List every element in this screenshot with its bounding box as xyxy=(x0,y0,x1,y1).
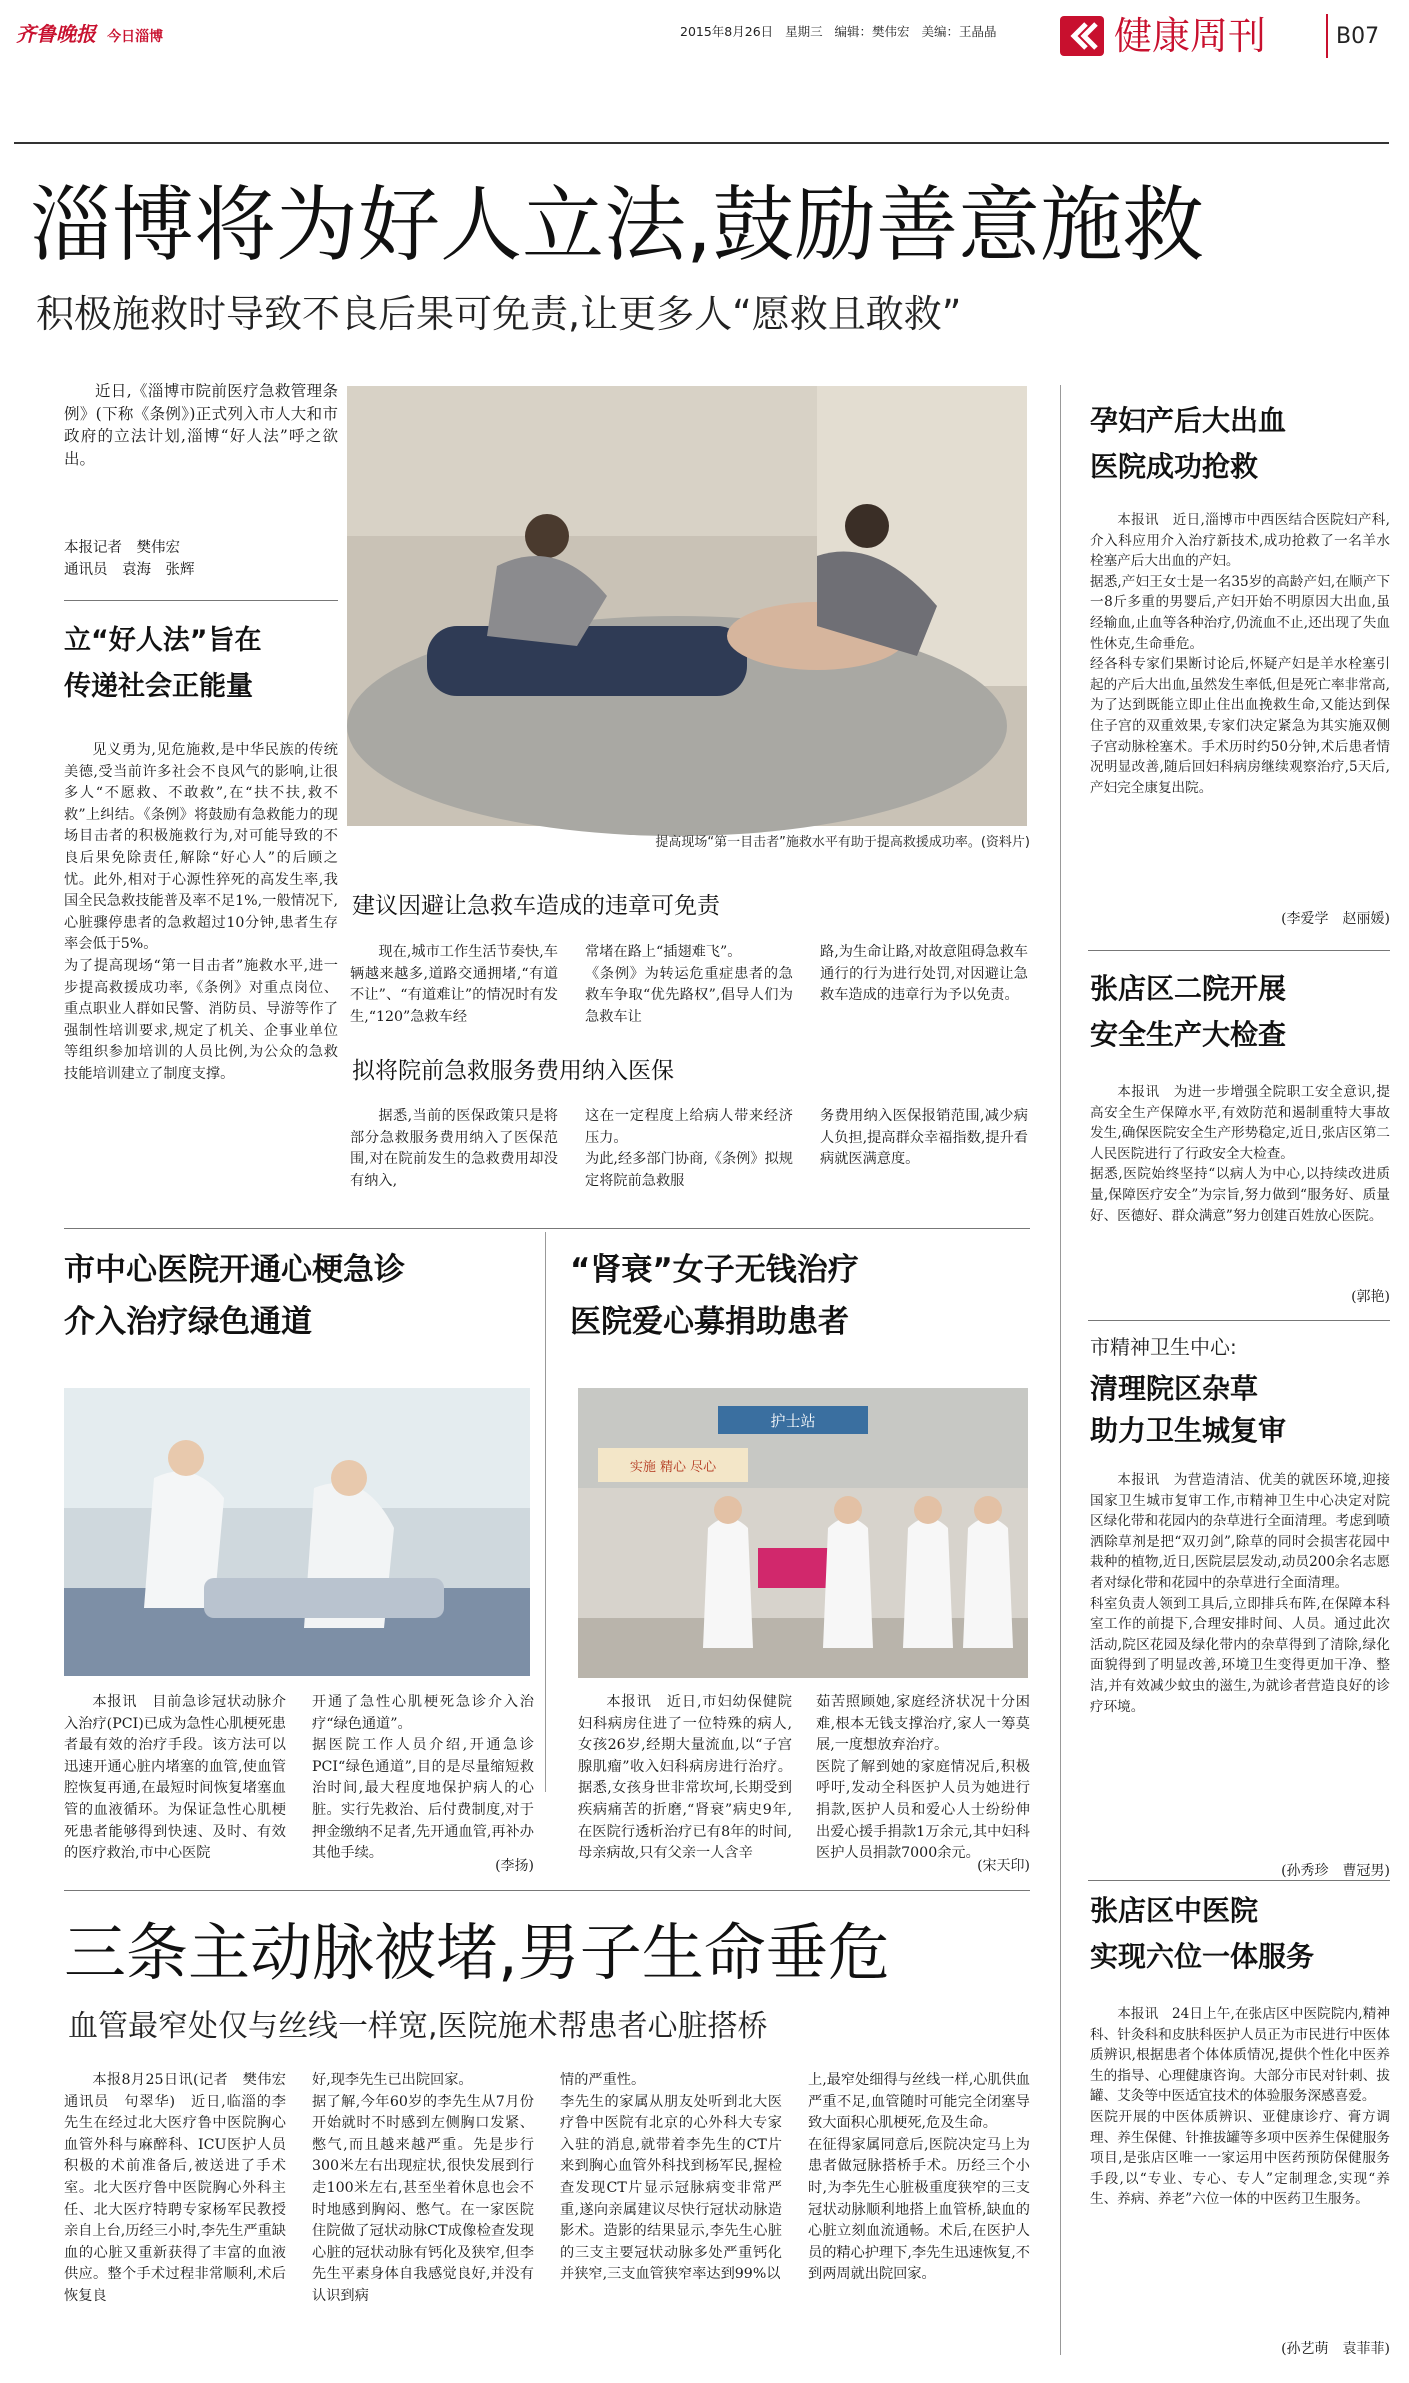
byline-correspondent: 通讯员 袁海 张辉 xyxy=(64,562,195,578)
section-title: 健康周刊 xyxy=(1114,14,1267,58)
article4-subheadline: 血管最窄处仅与丝线一样宽,医院施术帮患者心脏搭桥 xyxy=(68,2009,768,2044)
article3-col1: 本报讯 近日,市妇幼保健院妇科病房住进了一位特殊的病人,女孩26岁,经期大量流血,以“子宫腺肌瘤”收入妇科病房进行治疗。据悉,女孩身世非常坎坷,长期受到疾病痛苦的折磨,“肾衰”病史9年,在医院行透析治疗已有8年的时间,母亲病故,只有父亲一人含辛 xyxy=(578,1694,792,1862)
article4-headline: 三条主动脉被堵,男子生命垂危 xyxy=(64,1916,890,1989)
main-photo-caption: 提高现场“第一目击者”施救水平有助于提高救援成功率。(资料片) xyxy=(655,835,1030,850)
byline-reporter: 本报记者 樊伟宏 xyxy=(64,540,180,556)
side3-kicker: 市精神卫生中心: xyxy=(1090,1335,1237,1359)
lead-subheadline: 积极施救时导致不良后果可免责,让更多人“愿救且敢救” xyxy=(36,292,962,336)
article3-title: “肾衰”女子无钱治疗 医院爱心募捐助患者 xyxy=(570,1252,859,1340)
side1-body: 本报讯 近日,淄博市中西医结合医院妇产科,介入科应用介入治疗新技术,成功抢救了一名羊水栓塞产后大出血的产妇。 据悉,产妇王女士是一名35岁的高龄产妇,在顺产下一8斤多重的男婴后,产妇开始不明原因大出血,虽经输血,止血等各种治疗,仍流血不止,还出现了失血性休克,生命垂危。 经各科专家们果断讨论后,怀疑产妇是羊水栓塞引起的产后大出血,虽然发生率低,但是死亡率非常高,为了达到既能立即止住出血挽救生命,又能达到保住子宫的双重效果,专家们决定紧急为其实施双侧子宫动脉栓塞术。手术历时约50分钟,术后患者情况明显改善,随后回妇科病房继续观察治疗,5天后,产妇完全康复出院。 xyxy=(1090,512,1390,796)
main-photo xyxy=(347,386,1027,826)
side4-title: 张店区中医院 实现六位一体服务 xyxy=(1090,1894,1315,1973)
side3-credit: (孙秀珍 曹冠男) xyxy=(1281,1863,1390,1879)
cardio-photo xyxy=(64,1388,530,1676)
article4-col1: 本报8月25日讯(记者 樊伟宏 通讯员 句翠华) 近日,临淄的李先生在经过北大医疗鲁中医院胸心血管外科与麻醉科、ICU医护人员积极的术前准备后,被送进了手术室。北大医疗鲁中医院胸心外科主任、北大医疗特聘专家杨军民教授亲自上台,历经三小时,李先生严重缺血的心脏又重新获得了丰富的血液供应。整个手术过程非常顺利,术后恢复良 xyxy=(64,2072,301,2304)
masthead xyxy=(0,0,1409,72)
article4-col4: 上,最窄处细得与丝线一样,心肌供血严重不足,血管随时可能完全闭塞导致大面积心肌梗死,危及生命。 在征得家属同意后,医院决定马上为患者做冠脉搭桥手术。历经三个小时,为李先生心脏极重度狭窄的三支冠状动脉顺利地搭上血管桥,缺血的心脏立刻血流通畅。术后,在医护人员的精心护理下,李先生迅速恢复,不到两周就出院回家。 xyxy=(808,2072,1030,2283)
wall-banner-text: 实施 精心 尽心 xyxy=(629,1460,717,1475)
edition-name: 今日淄博 xyxy=(107,29,164,45)
lead-intro: 近日,《淄博市院前医疗急救管理条例》(下称《条例》)正式列入市人大和市政府的立法计划,淄博“好人法”呼之欲出。 xyxy=(64,382,338,468)
side4-body: 本报讯 24日上午,在张店区中医院院内,精神科、针灸科和皮肤科医护人员正为市民进行中医体质辨识,根据患者个体体质情况,提供个性化中医养生的指导、心理健康咨询。大部分市民对针刺、拔罐、艾灸等中医适宜技术的体验服务深感喜爱。 医院开展的中医体质辨识、亚健康诊疗、膏方调理、养生保健、针推拔罐等多项中医养生保健服务项目,是张店区唯一一家运用中医药预防保健服务手段,以“专业、专心、专人”定制理念,实现“养生、养病、养老”六位一体的中医药卫生服务。 xyxy=(1090,2006,1390,2208)
side2-credit: (郭艳) xyxy=(1351,1289,1390,1305)
paper-name: 齐鲁晚报 xyxy=(16,22,96,46)
side3-body: 本报讯 为营造清洁、优美的就医环境,迎接国家卫生城市复审工作,市精神卫生中心决定对院区绿化带和花园内的杂草进行全面清理。考虑到喷洒除草剂是把“双刃剑”,除草的同时会损害花园中栽种的植物,近日,医院层层发动,动员200余名志愿者对绿化带和花园中的杂草进行全面清理。 科室负责人领到工具后,立即排兵布阵,在保障本科室工作的前提下,合理安排时间、人员。通过此次活动,院区花园及绿化带内的杂草得到了清除,绿化面貌得到了明显改善,环境卫生变得更加干净、整洁,并有效减少蚊虫的滋生,为就诊者营造良好的诊疗环境。 xyxy=(1090,1472,1390,1715)
side3-title: 清理院区杂草 助力卫生城复审 xyxy=(1090,1372,1287,1447)
lead-sub2-col1: 现在,城市工作生活节奏快,车辆越来越多,道路交通拥堵,“有道不让”、“有道难让”的情况时有发生,“120”急救车经 xyxy=(350,944,558,1025)
article4-col2: 好,现李先生已出院回家。 据了解,今年60岁的李先生从7月份开始就时不时感到左侧胸口发紧、憋气,而且越来越严重。先是步行300米左右出现症状,很快发展到行走100米左右,甚至坐着休息也会不时地感到胸闷、憋气。在一家医院住院做了冠状动脉CT成像检查发现心脏的冠状动脉有钙化及狭窄,但李先生平素身体自我感觉良好,并没有认识到病 xyxy=(312,2072,534,2304)
lead-sub3-title: 拟将院前急救服务费用纳入医保 xyxy=(352,1058,674,1084)
editor-credit: 编辑：樊伟宏 xyxy=(834,24,910,39)
page-number: B07 xyxy=(1336,24,1380,49)
side2-title: 张店区二院开展 安全生产大检查 xyxy=(1090,972,1287,1051)
lead-sub3-col3: 务费用纳入医保报销范围,减少病人负担,提高群众幸福指数,提升看病就医满意度。 xyxy=(820,1108,1028,1168)
article2-title: 市中心医院开通心梗急诊 介入治疗绿色通道 xyxy=(64,1252,405,1340)
masthead-info xyxy=(680,22,1060,44)
side4-credit: (孙艺萌 袁菲菲) xyxy=(1281,2341,1390,2357)
side1-credit: (李爱学 赵丽媛) xyxy=(1281,911,1390,927)
article3-credit: (宋天印) xyxy=(977,1858,1030,1874)
article2-credit: (李扬) xyxy=(495,1858,534,1874)
side1-title: 孕妇产后大出血 医院成功抢救 xyxy=(1090,404,1287,483)
lead-sub1-body: 见义勇为,见危施救,是中华民族的传统美德,受当前许多社会不良风气的影响,让很多人“不愿救、不敢救”,在“扶不扶,救不救”上纠结。《条例》将鼓励有急救能力的现场目击者的积极施救行为,对可能导致的不良后果免除责任,解除“好心人”的后顾之忧。此外,相对于心源性猝死的高发生率,我国全民急救技能普及率不足1%,一般情况下,心脏骤停患者的急救超过10分钟,患者生存率会低于5%。 为了提高现场“第一目击者”施救水平,进一步提高救援成功率,《条例》对重点岗位、重点职业人群如民警、消防员、导游等作了强制性培训要求,规定了机关、企事业单位等组织参加培训的人员比例,为公众的急救技能培训建立了制度支撑。 xyxy=(64,742,338,1082)
lead-byline xyxy=(64,537,338,585)
paper-logo xyxy=(16,18,196,48)
lead-sub2-col3: 路,为生命让路,对故意阻碍急救车通行的行为进行处罚,对因避让急救车造成的违章行为予以免责。 xyxy=(820,944,1028,1004)
lead-sub3-col2: 这在一定程度上给病人带来经济压力。 为此,经多部门协商,《条例》拟规定将院前急救服 xyxy=(585,1108,793,1189)
lead-sub3-col1: 据悉,当前的医保政策只是将部分急救服务费用纳入了医保范围,对在院前发生的急救费用却没有纳入, xyxy=(350,1108,558,1189)
donation-photo xyxy=(578,1388,1028,1678)
lead-sub2-title: 建议因避让急救车造成的违章可免责 xyxy=(352,893,720,919)
article2-col2: 开通了急性心肌梗死急诊介入治疗“绿色通道”。 据医院工作人员介绍,开通急诊PCI“绿色通道”,目的是尽量缩短救治时间,最大程度地保护病人的心脏。实行先救治、后付费制度,对于押金缴纳不足者,先开通血管,再补办其他手续。 xyxy=(312,1694,534,1862)
side2-body: 本报讯 为进一步增强全院职工安全意识,提高安全生产保障水平,有效防范和遏制重特大事故发生,确保医院安全生产形势稳定,近日,张店区第二人民医院进行了行政安全大检查。 据悉,医院始终坚持“以病人为中心,以持续改进质量,保障医疗安全”为宗旨,努力做到“服务好、质量好、医德好、群众满意”努力创建百姓放心医院。 xyxy=(1090,1084,1390,1224)
lead-headline: 淄博将为好人立法,鼓励善意施救 xyxy=(30,178,1205,273)
designer-credit: 美编：王晶晶 xyxy=(921,24,997,39)
article4-col3: 情的严重性。 李先生的家属从朋友处听到北大医疗鲁中医院有北京的心外科大专家入驻的消息,就带着李先生的CT片来到胸心血管外科找到杨军民,握检查发现CT片显示冠脉病变非常严重,遂向亲属建议尽快行冠状动脉造影术。造影的结果显示,李先生心脏的三支主要冠状动脉多处严重钙化并狭窄,三支血管狭窄率达到99%以 xyxy=(560,2072,782,2283)
article3-col2: 茹苦照顾她,家庭经济状况十分困难,根本无钱支撑治疗,家人一筹莫展,一度想放弃治疗。 医院了解到她的家庭情况后,积极呼吁,发动全科医护人员为她进行捐款,医护人员和爱心人士纷纷伸出爱心援手捐款1万余元,其中妇科医护人员捐款7000余元。 xyxy=(816,1694,1030,1862)
nurse-station-sign: 护士站 xyxy=(770,1412,816,1430)
lead-sub1-title: 立“好人法”旨在 传递社会正能量 xyxy=(64,625,262,702)
section-icon xyxy=(1060,16,1104,56)
issue-date: 2015年8月26日 xyxy=(680,24,774,39)
issue-weekday: 星期三 xyxy=(785,24,823,39)
lead-sub2-col2: 常堵在路上“插翅难飞”。 《条例》为转运危重症患者的急救车争取“优先路权”,倡导人们为急救车让 xyxy=(585,944,793,1025)
article2-col1: 本报讯 目前急诊冠状动脉介入治疗(PCI)已成为急性心肌梗死患者最有效的治疗手段。该方法可以迅速开通心脏内堵塞的血管,使血管腔恢复再通,在最短时间恢复堵塞血管的血液循环。为保证急性心肌梗死患者能够得到快速、及时、有效的医疗救治,市中心医院 xyxy=(64,1694,286,1862)
